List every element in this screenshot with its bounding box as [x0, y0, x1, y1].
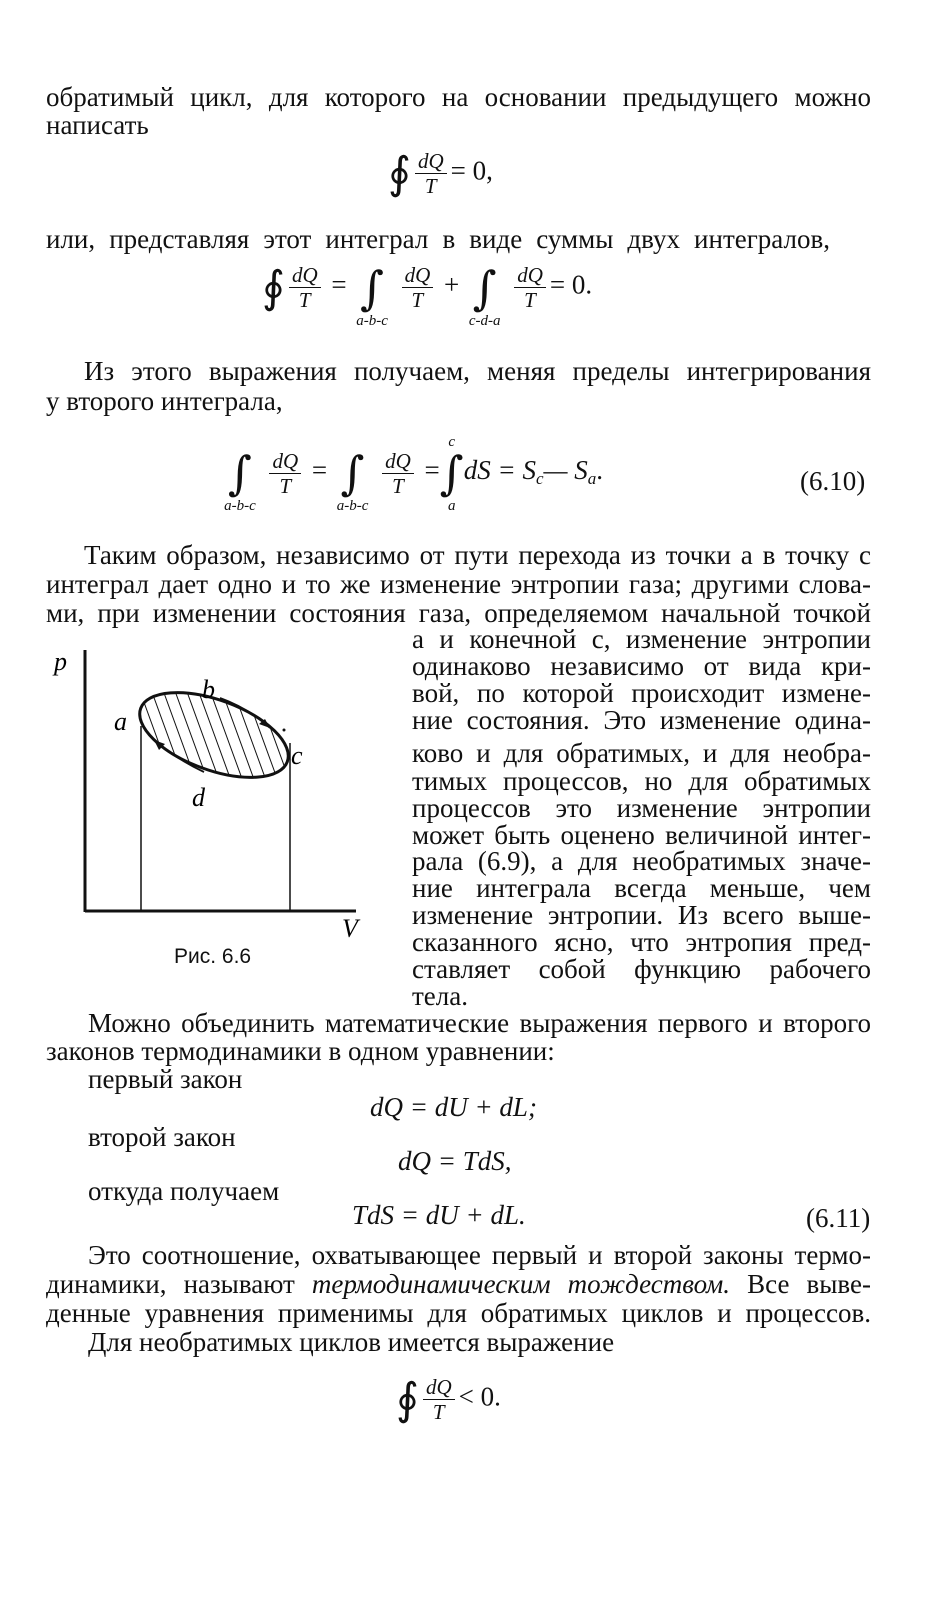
text-line: написать	[46, 110, 149, 140]
text-line: тела.	[412, 981, 468, 1011]
text-line: одинаково независимо от вида кри-	[412, 651, 871, 681]
integral-upper-limit: c	[448, 434, 456, 450]
text-line: ние интеграла всегда меньше, чем	[412, 873, 871, 903]
text-line: Можно объединить математические выражения первого и второго	[88, 1008, 871, 1038]
fraction-numerator: dQ	[382, 449, 414, 474]
equation-rhs: = 0.	[549, 269, 593, 300]
text-line: интеграл дает одно и то же изменение энтропии газа; другими слова-	[46, 569, 871, 599]
text-line: Из этого выражения получаем, меняя пределы интегрирования	[84, 356, 871, 386]
text-line: денные уравнения применимы для обратимых циклов и процессов.	[46, 1298, 871, 1328]
point-label-a: a	[114, 707, 127, 736]
equation-cyclic-integral	[388, 148, 493, 199]
fraction-denominator: T	[392, 473, 404, 498]
text-span: динамики, называют	[46, 1269, 312, 1299]
text-line	[46, 1269, 871, 1299]
text-span: Все выве-	[730, 1269, 871, 1299]
equation-6-11: TdS = dU + dL.	[352, 1200, 526, 1230]
fraction-numerator: dQ	[269, 449, 301, 474]
integral-lower-limit: a	[447, 498, 456, 514]
integral-limit: a-b-c	[336, 498, 369, 514]
text-line: первый закон	[88, 1064, 243, 1094]
text-line: a и конечной c, изменение энтропии	[412, 624, 871, 654]
subscript: a	[587, 469, 597, 489]
fraction-numerator: dQ	[402, 263, 434, 288]
emphasized-term: термодинамическим тождеством.	[311, 1269, 731, 1299]
text-line: может быть оценено величиной интег-	[412, 820, 871, 850]
point-label-c: c	[291, 741, 303, 770]
equation-minus: — S	[543, 455, 588, 486]
fraction-denominator: T	[524, 288, 536, 312]
fraction-denominator: T	[279, 473, 292, 498]
pv-diagram-figure	[48, 640, 378, 940]
integral-limit: a-b-c	[224, 498, 256, 514]
text-line: ми, при изменении состояния газа, определяемом начальной точкой	[46, 598, 871, 628]
fraction-numerator: dQ	[289, 263, 321, 288]
text-line: у второго интеграла,	[46, 386, 283, 416]
text-line: ково и для обратимых, и для необра-	[412, 738, 871, 768]
axis-label-v: V	[342, 914, 358, 940]
text-line: второй закон	[88, 1122, 236, 1152]
contour-integral-symbol: ∮	[262, 262, 285, 313]
equation-number: (6.10)	[800, 466, 866, 496]
text-line: сказанного ясно, что энтропия пред-	[412, 927, 871, 957]
text-line: или, представляя этот интеграл в виде суммы двух интегралов,	[46, 224, 830, 254]
equation-rhs: = 0,	[450, 155, 493, 186]
text-line: Таким образом, независимо от пути перехода из точки a в точку c	[84, 540, 871, 570]
text-line: Для необратимых циклов имеется выражение	[88, 1327, 615, 1357]
integral-limit: c-d-a	[468, 312, 501, 329]
text-line: откуда получаем	[88, 1176, 280, 1206]
equation-rhs: < 0.	[458, 1381, 501, 1412]
equation-irreversible	[396, 1374, 501, 1425]
point-label-d: d	[192, 783, 205, 812]
point-label-b: b	[202, 675, 215, 704]
text-line: Это соотношение, охватывающее первый и второй законы термо-	[88, 1240, 871, 1270]
text-line: законов термодинамики в одном уравнении:	[46, 1036, 555, 1066]
contour-integral-symbol: ∮	[388, 148, 411, 199]
text-line: процессов это изменение энтропии	[412, 793, 871, 823]
equation-number: (6.11)	[806, 1203, 871, 1233]
equation-first-law: dQ = dU + dL;	[370, 1092, 537, 1122]
fraction-numerator: dQ	[423, 1375, 455, 1400]
equation-second-law: dQ = TdS,	[398, 1146, 512, 1176]
equation-sum-of-integrals: ∮ $\frac{dQ}{T}$ = ∫ a-b-c $\frac{dQ}{T}$ + ∫ c-d-a $\frac{dQ}{T}$ = 0.	[262, 260, 593, 329]
text-line: тимых процессов, но для обратимых	[412, 766, 871, 796]
fraction-denominator: T	[432, 1400, 445, 1424]
text-line: рала (6.9), а для необратимых значе-	[412, 846, 871, 876]
axis-label-p: p	[54, 647, 67, 676]
text-line: обратимый цикл, для которого на основании предыдущего можно	[46, 82, 871, 112]
fraction-numerator: dQ	[514, 263, 546, 288]
text-line: изменение энтропии. Из всего выше-	[412, 900, 871, 930]
fraction-numerator: dQ	[415, 149, 447, 174]
equation-6-10: ∫ a-b-c $\frac{dQ}{T}$ = ∫ a-b-c $\frac{dQ}{T}$ = c ∫ a dS = Sc— Sa.	[224, 434, 604, 514]
text-line: ние состояния. Это изменение одина-	[412, 705, 871, 735]
equation-ds: dS = S	[463, 455, 536, 486]
figure-caption: Рис. 6.6	[174, 945, 252, 968]
text-line: ставляет собой функцию рабочего	[412, 954, 871, 984]
integral-limit: a-b-c	[356, 312, 388, 329]
subscript: c	[535, 469, 544, 489]
fraction-denominator: T	[298, 288, 311, 312]
contour-integral-symbol: ∮	[396, 1374, 419, 1425]
fraction-denominator: T	[424, 174, 437, 198]
text-line: вой, по которой происходит измене-	[412, 678, 871, 708]
equation-end: .	[596, 455, 604, 486]
fraction-denominator: T	[411, 288, 424, 312]
